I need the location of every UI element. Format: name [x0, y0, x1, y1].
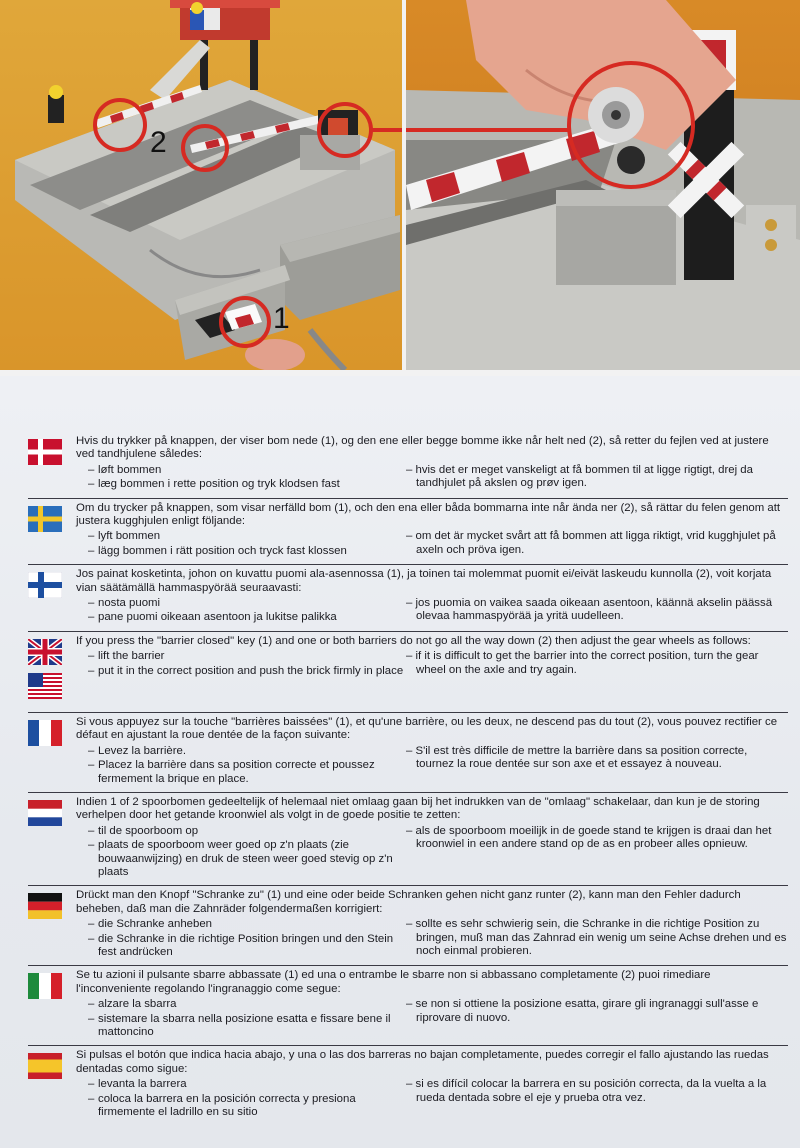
- flag-fr-icon: [28, 720, 76, 746]
- instruction-text: [76, 716, 788, 787]
- steps-list: [76, 745, 406, 787]
- troubleshoot-tip: – se non si ottiene la posizione esatta, girare gli ingranaggi sull'asse e riprovare di nuovo.: [406, 998, 788, 1025]
- photo-level-crossing: [0, 0, 402, 370]
- flag-gb-icon: [28, 639, 76, 665]
- instruction-text: [76, 969, 788, 1040]
- flag-se-icon: [28, 506, 76, 532]
- step-item: – sistemare la sbarra nella posizione esatta e fissare bene il mattoncino: [76, 1013, 406, 1040]
- step-item: – coloca la barrera en la posición correcta y presiona firmemente el ladrillo en su sitio: [76, 1093, 406, 1120]
- instruction-intro: Si vous appuyez sur la touche "barrières baissées" (1), et qu'une barrière, ou les deux, ne descend pas du tout (2), vous pouvez rectifier ce défaut en ajustant la roue dentée de la façon suivante:: [76, 715, 778, 742]
- step-item: – lift the barrier: [76, 650, 406, 663]
- troubleshoot-tip: – S'il est très difficile de mettre la barrière dans sa position correcte, tournez la roue dentée sur son axe et et essayez à nouveau.: [406, 745, 788, 772]
- flag-es-icon: [28, 1053, 76, 1079]
- steps-list: [76, 464, 406, 493]
- instruction-intro: Drückt man den Knopf "Schranke zu" (1) und eine oder beide Schranken gehen nicht ganz runter (2), kann man den Fehler dadurch beheben, daß man die Zahnräder folgendermaßen korrigiert:: [76, 889, 741, 915]
- photo-number-2: 2: [150, 126, 167, 159]
- language-flags: [28, 568, 76, 606]
- flag-dk-icon: [28, 439, 76, 465]
- step-item: – lägg bommen i rätt position och tryck fast klossen: [76, 545, 406, 558]
- instruction-intro: Indien 1 of 2 spoorbomen gedeeltelijk of helemaal niet omlaag gaan bij het indrukken van de "omlaag" schakelaar, dan kun je de storing verhelpen door het getande kroonwiel als volgt in de goede positie te zetten:: [76, 795, 760, 822]
- step-item: – levanta la barrera: [76, 1078, 406, 1091]
- step-item: – lyft bommen: [76, 530, 406, 543]
- language-flags: [28, 635, 76, 707]
- troubleshoot-tip: – jos puomia on vaikea saada oikeaan asentoon, käännä akselin päässä olevaa hammaspyörää ja yritä uudelleen.: [406, 597, 788, 624]
- step-item: – alzare la sbarra: [76, 998, 406, 1011]
- language-flags: [28, 1049, 76, 1087]
- step-item: – til de spoorboom op: [76, 825, 406, 838]
- flag-it-icon: [28, 973, 76, 999]
- troubleshoot-tip: – hvis det er meget vanskeligt at få bommen til at ligge rigtigt, drej da tandhjulet på akslen og prøv igen.: [406, 464, 788, 491]
- flag-fi-icon: [28, 572, 76, 598]
- step-item: – die Schranke anheben: [76, 918, 406, 931]
- steps-list: [76, 918, 406, 960]
- instruction-intro: If you press the "barrier closed" key (1) and one or both barriers do not go all the way down (2) then adjust the gear wheels as follows:: [76, 634, 751, 647]
- troubleshoot-tip: – if it is difficult to get the barrier into the correct position, turn the gear wheel on the axle and try again.: [406, 650, 788, 677]
- instruction-section: [28, 792, 788, 885]
- instruction-intro: Se tu azioni il pulsante sbarre abbassate (1) ed una o entrambe le sbarre non si abbassano completamente (2) puoi rimediare l'inconveniente regolando l'ingranaggio come segue:: [76, 969, 711, 995]
- language-flags: [28, 969, 76, 1007]
- instruction-text: [76, 796, 788, 880]
- instruction-intro: Si pulsas el botón que indica hacia abajo, y una o las dos barreras no bajan completamente, puedes corregir el fallo ajustando las ruedas dentadas como sigue:: [76, 1049, 769, 1075]
- instruction-section: [28, 1045, 788, 1125]
- flag-nl-icon: [28, 800, 76, 826]
- flag-us-icon: [28, 673, 76, 699]
- language-flags: [28, 889, 76, 927]
- language-flags: [28, 796, 76, 834]
- troubleshoot-tip: – als de spoorboom moeilijk in de goede stand te krijgen is draai dan het kroonwiel in een andere stand op de as en probeer alles opnieuw.: [406, 825, 788, 852]
- language-flags: [28, 435, 76, 473]
- step-item: – læg bommen i rette position og tryk klodsen fast: [76, 478, 406, 491]
- photo-gear-closeup: [406, 0, 800, 370]
- step-item: – pane puomi oikeaan asentoon ja lukitse palikka: [76, 611, 406, 624]
- step-item: – Levez la barrière.: [76, 745, 406, 758]
- step-item: – put it in the correct position and push the brick firmly in place: [76, 665, 406, 678]
- steps-list: [76, 650, 406, 679]
- photo-number-1: 1: [273, 302, 290, 335]
- instruction-text: [76, 635, 788, 679]
- photo-strip: [0, 0, 800, 376]
- language-flags: [28, 502, 76, 540]
- language-flags: [28, 716, 76, 754]
- steps-list: [76, 597, 406, 626]
- instruction-intro: Jos painat kosketinta, johon on kuvattu puomi ala-asennossa (1), ja toinen tai molemmat puomit ei/eivät laskeudu kunnolla (2), voit korjata vian säätämällä hammaspyörää seuraavasti:: [76, 568, 772, 594]
- instruction-text: [76, 889, 788, 960]
- instruction-section: [28, 965, 788, 1045]
- instruction-sections: [28, 432, 788, 1125]
- instruction-section: [28, 432, 788, 498]
- instruction-intro: Om du trycker på knappen, som visar nerfälld bom (1), och den ena eller båda bommarna inte når ända ner (2), så rättar du felen genom att justera kugghjulen enligt följande:: [76, 501, 781, 528]
- troubleshoot-tip: – si es difícil colocar la barrera en su posición correcta, da la vuelta a la rueda dentada sobre el eje y prueba otra vez.: [406, 1078, 788, 1105]
- step-item: – plaats de spoorboom weer goed op z'n plaats (zie bouwaanwijzing) en druk de steen weer goed stevig op z'n plaats: [76, 839, 406, 879]
- step-item: – løft bommen: [76, 464, 406, 477]
- troubleshoot-tip: – sollte es sehr schwierig sein, die Schranke in die richtige Position zu bringen, muß man das Zahnrad ein wenig um seine Achse drehen und es noch einmal probieren.: [406, 918, 788, 958]
- steps-list: [76, 998, 406, 1040]
- instruction-section: [28, 631, 788, 712]
- instruction-text: [76, 568, 788, 626]
- instruction-text: [76, 435, 788, 493]
- instruction-text: [76, 502, 788, 560]
- instruction-intro: Hvis du trykker på knappen, der viser bom nede (1), og den ene eller begge bomme ikke når helt ned (2), så retter du fejlen ved at justere ved tandhjulene således:: [76, 435, 769, 461]
- step-item: – die Schranke in die richtige Position bringen und den Stein fest andrücken: [76, 933, 406, 960]
- step-item: – Placez la barrière dans sa position correcte et poussez fermement la brique en place.: [76, 759, 406, 786]
- steps-list: [76, 1078, 406, 1120]
- flag-de-icon: [28, 893, 76, 919]
- step-item: – nosta puomi: [76, 597, 406, 610]
- steps-list: [76, 530, 406, 559]
- troubleshoot-tip: – om det är mycket svårt att få bommen att ligga riktigt, vrid kugghjulet på axeln och pröva igen.: [406, 530, 788, 557]
- instruction-section: [28, 498, 788, 565]
- instruction-text: [76, 1049, 788, 1120]
- steps-list: [76, 825, 406, 881]
- instruction-section: [28, 564, 788, 631]
- instruction-section: [28, 885, 788, 965]
- instruction-section: [28, 712, 788, 792]
